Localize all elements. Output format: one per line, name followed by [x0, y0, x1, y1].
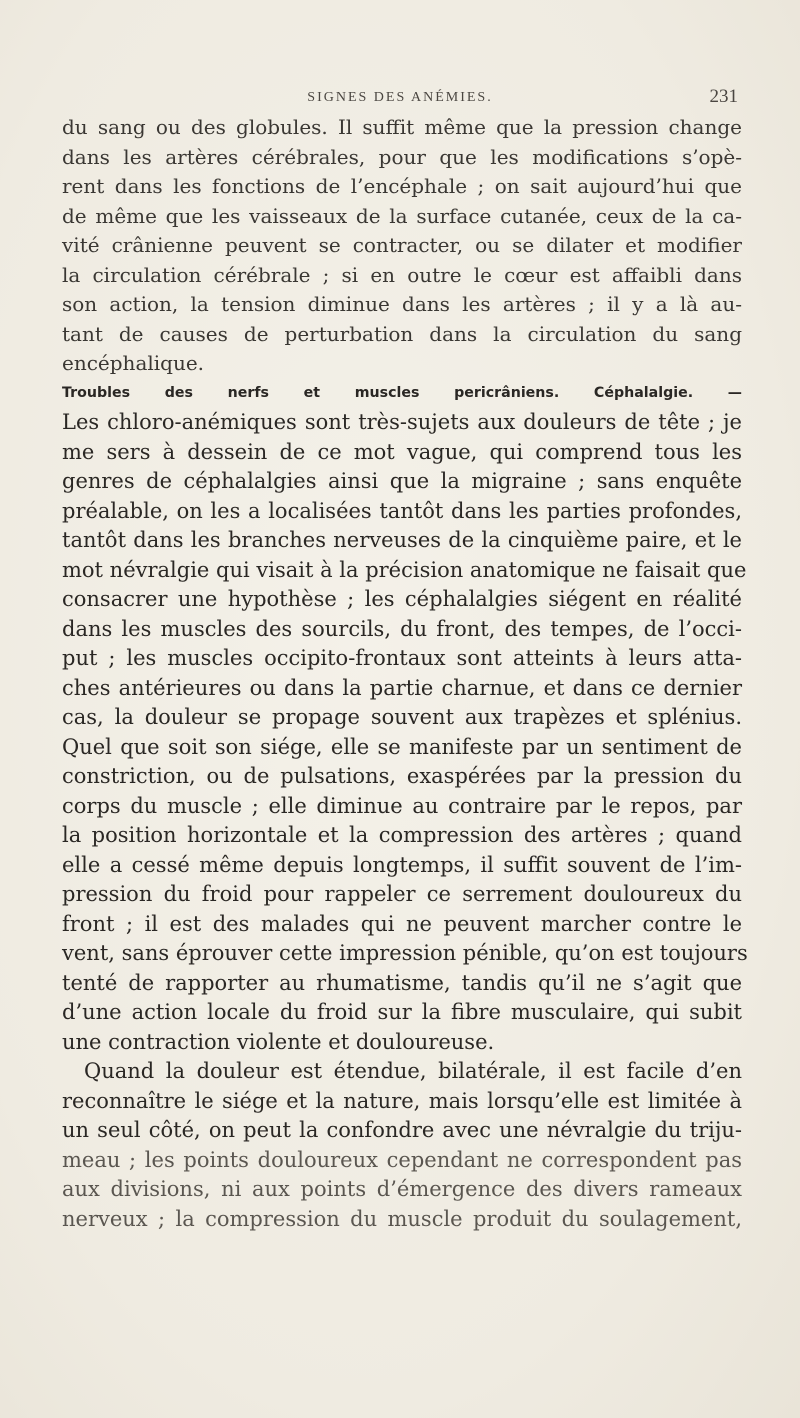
text-line: cas, la douleur se propage souvent aux trapèzes et splénius. — [62, 705, 742, 729]
text-line: tantôt dans les branches nerveuses de la cinquième paire, et le — [62, 528, 742, 552]
text-line: me sers à dessein de ce mot vague, qui comprend tous les — [62, 439, 742, 464]
text-line: vent, sans éprouver cette impression pénible, qu’on est toujours — [62, 941, 748, 965]
paragraph-2 — [62, 408, 748, 1057]
text-line: pression du froid pour rappeler ce serrement douloureux du — [62, 882, 742, 906]
text-line: dans les artères cérébrales, pour que les modifications s’opè- — [62, 144, 742, 169]
text-line: Quel que soit son siége, elle se manifeste par un sentiment de — [62, 734, 742, 759]
text-line: tant de causes de perturbation dans la circulation du sang — [62, 321, 742, 346]
text-line: du sang ou des globules. Il suffit même que la pression change — [62, 115, 742, 139]
text-line: tenté de rapporter au rhumatisme, tandis qu’il ne s’agit que — [62, 970, 742, 995]
text-line: Les chloro-anémiques sont très-sujets aux douleurs de tête ; je — [62, 410, 742, 434]
text-line: meau ; les points douloureux cependant ne correspondent pas — [62, 1147, 742, 1172]
section-heading: Troubles des nerfs et muscles pericrâniens. Céphalalgie. — — [62, 384, 742, 401]
text-line: vité crânienne peuvent se contracter, ou se dilater et modifier — [62, 233, 742, 257]
paragraph-1 — [62, 113, 742, 379]
text-line: encéphalique. — [62, 351, 205, 375]
text-line: un seul côté, on peut la confondre avec une névralgie du triju- — [62, 1118, 742, 1142]
running-title: SIGNES DES ANÉMIES. — [307, 90, 493, 105]
body-text — [62, 113, 748, 1234]
text-line: consacrer une hypothèse ; les céphalalgies siégent en réalité — [62, 587, 742, 611]
page-number: 231 — [709, 86, 738, 107]
text-line: genres de céphalalgies ainsi que la migraine ; sans enquête — [62, 469, 742, 493]
text-line: elle a cessé même depuis longtemps, il suffit souvent de l’im- — [62, 852, 742, 877]
text-line: constriction, ou de pulsations, exaspérées par la pression du — [62, 764, 742, 788]
text-line: reconnaître le siége et la nature, mais lorsqu’elle est limitée à — [62, 1088, 742, 1113]
text-line: nerveux ; la compression du muscle produit du soulagement, — [62, 1206, 742, 1231]
text-line: corps du muscle ; elle diminue au contraire par le repos, par — [62, 793, 742, 818]
text-line: son action, la tension diminue dans les artères ; il y a là au- — [62, 292, 742, 316]
text-line: ches antérieures ou dans la partie charnue, et dans ce dernier — [62, 675, 742, 700]
text-line: la position horizontale et la compression des artères ; quand — [62, 823, 742, 847]
text-line: rent dans les fonctions de l’encéphale ; on sait aujourd’hui que — [62, 174, 742, 198]
text-line: préalable, on les a localisées tantôt dans les parties profondes, — [62, 498, 742, 523]
text-line: de même que les vaisseaux de la surface cutanée, ceux de la ca- — [62, 203, 742, 228]
text-line: dans les muscles des sourcils, du front, des tempes, de l’occi- — [62, 616, 742, 641]
text-line: une contraction violente et douloureuse. — [62, 1029, 495, 1054]
text-line: d’une action locale du froid sur la fibre musculaire, qui subit — [62, 1000, 742, 1024]
paragraph-3 — [62, 1057, 742, 1234]
text-line: front ; il est des malades qui ne peuvent marcher contre le — [62, 911, 742, 936]
text-line: aux divisions, ni aux points d’émergence des divers rameaux — [62, 1177, 742, 1201]
text-line: mot névralgie qui visait à la précision anatomique ne faisait que — [62, 557, 747, 582]
text-line: la circulation cérébrale ; si en outre le cœur est affaibli dans — [62, 262, 742, 287]
text-line: Quand la douleur est étendue, bilatérale, il est facile d’en — [84, 1059, 742, 1083]
text-line: put ; les muscles occipito-frontaux sont atteints à leurs atta- — [62, 646, 742, 670]
